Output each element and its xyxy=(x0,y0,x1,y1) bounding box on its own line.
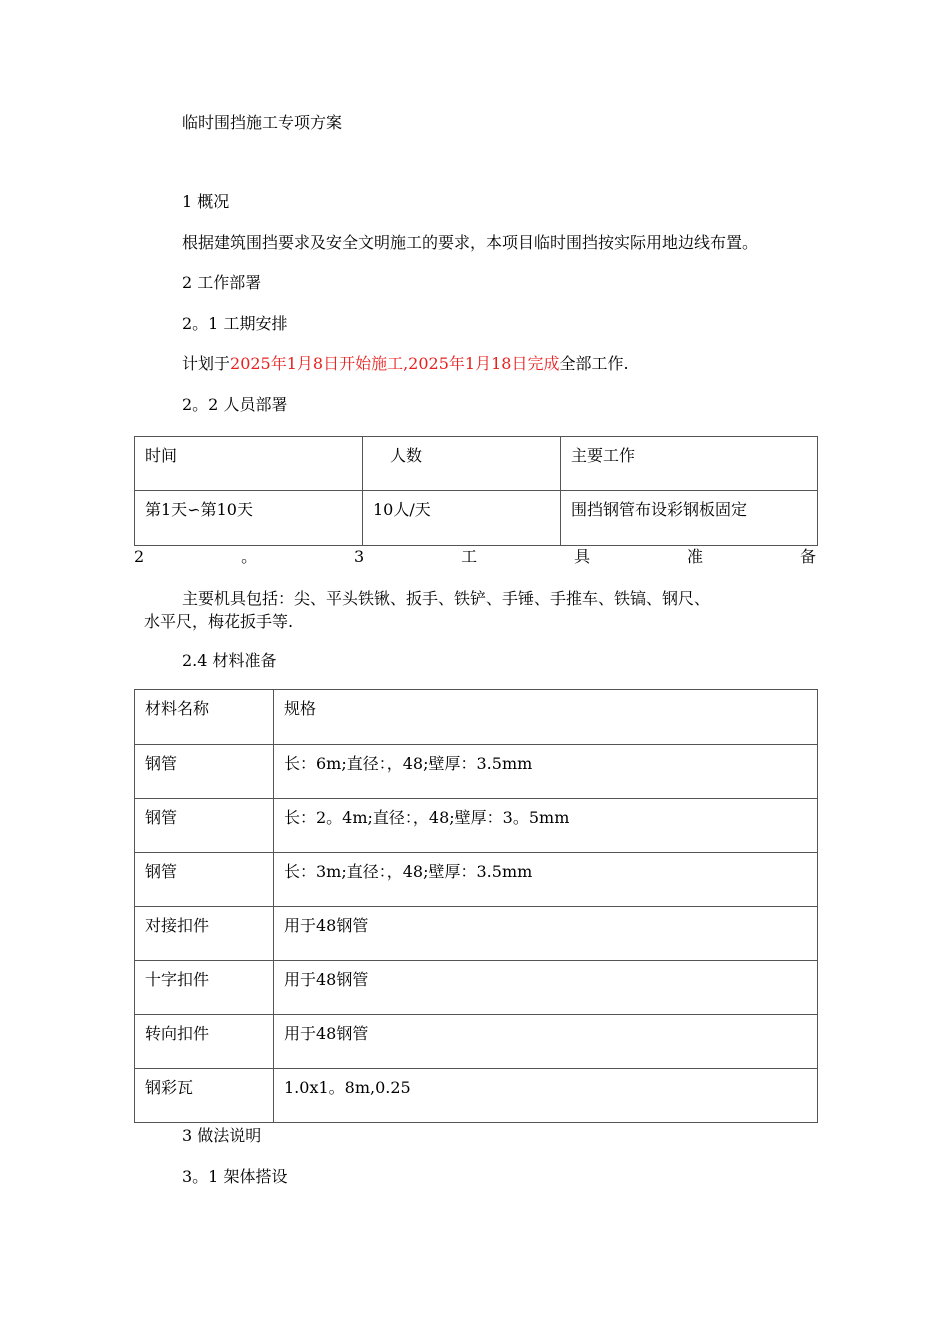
table-row xyxy=(135,745,818,799)
material-table xyxy=(134,689,818,1123)
section-2-1-heading: 2。1 工期安排 xyxy=(182,314,288,333)
table-row xyxy=(135,799,818,853)
table-header-cell: 人数 xyxy=(363,437,561,491)
heading-char: 工 xyxy=(461,547,478,566)
table-cell: 用于48钢管 xyxy=(274,961,818,1015)
table-row xyxy=(135,437,818,491)
tools-text-line-1: 主要机具包括：尖、平头铁锹、扳手、铁铲、手锤、手推车、铁镐、钢尺、 xyxy=(182,589,711,608)
table-cell: 钢彩瓦 xyxy=(135,1069,274,1123)
table-cell: 钢管 xyxy=(135,745,274,799)
table-row xyxy=(135,961,818,1015)
section-2-2-heading: 2。2 人员部署 xyxy=(182,395,288,414)
table-header-cell: 时间 xyxy=(135,437,363,491)
table-cell: 长：2。4m;直径：，48;壁厚：3。5mm xyxy=(274,799,818,853)
table-cell: 钢管 xyxy=(135,799,274,853)
section-1-text: 根据建筑围挡要求及安全文明施工的要求，本项目临时围挡按实际用地边线布置。 xyxy=(182,233,759,252)
heading-char: 准 xyxy=(687,547,704,566)
table-cell: 长：6m;直径：，48;壁厚：3.5mm xyxy=(274,745,818,799)
schedule-suffix: 全部工作. xyxy=(559,354,629,373)
schedule-prefix: 计划于 xyxy=(182,354,231,373)
table-header-cell: 材料名称 xyxy=(135,690,274,745)
table-cell: 1.0x1。8m,0.25 xyxy=(274,1069,818,1123)
table-cell: 10人/天 xyxy=(363,491,561,546)
heading-char: 。 xyxy=(241,547,258,566)
document-title: 临时围挡施工专项方案 xyxy=(182,113,343,132)
table-cell: 围挡钢管布设彩钢板固定 xyxy=(561,491,818,546)
table-row xyxy=(135,907,818,961)
tools-text-line-2: 水平尺，梅花扳手等. xyxy=(144,612,294,631)
section-1-heading: 1 概况 xyxy=(182,192,230,211)
table-cell: 用于48钢管 xyxy=(274,1015,818,1069)
heading-char: 具 xyxy=(574,547,591,566)
table-cell: 长：3m;直径：，48;壁厚：3.5mm xyxy=(274,853,818,907)
schedule-dates-highlight: 2025年1月8日开始施工,2025年1月18日完成 xyxy=(230,354,560,373)
table-cell: 转向扣件 xyxy=(135,1015,274,1069)
staff-table xyxy=(134,436,818,546)
heading-char: 2 xyxy=(134,547,145,566)
table-cell: 十字扣件 xyxy=(135,961,274,1015)
section-3-heading: 3 做法说明 xyxy=(182,1126,262,1145)
table-row xyxy=(135,853,818,907)
table-header-cell: 规格 xyxy=(274,690,818,745)
table-row xyxy=(135,690,818,745)
heading-char: 备 xyxy=(799,547,816,566)
heading-char: 3 xyxy=(354,547,365,566)
schedule-text xyxy=(182,353,629,375)
table-cell: 钢管 xyxy=(135,853,274,907)
table-row xyxy=(135,491,818,546)
section-2-3-heading xyxy=(134,546,816,568)
table-row xyxy=(135,1069,818,1123)
table-row xyxy=(135,1015,818,1069)
table-cell: 第1天∽第10天 xyxy=(135,491,363,546)
table-cell: 用于48钢管 xyxy=(274,907,818,961)
section-3-1-heading: 3。1 架体搭设 xyxy=(182,1167,288,1186)
table-cell: 对接扣件 xyxy=(135,907,274,961)
table-header-cell: 主要工作 xyxy=(561,437,818,491)
section-2-heading: 2 工作部署 xyxy=(182,273,262,292)
section-2-4-heading: 2.4 材料准备 xyxy=(182,651,277,670)
